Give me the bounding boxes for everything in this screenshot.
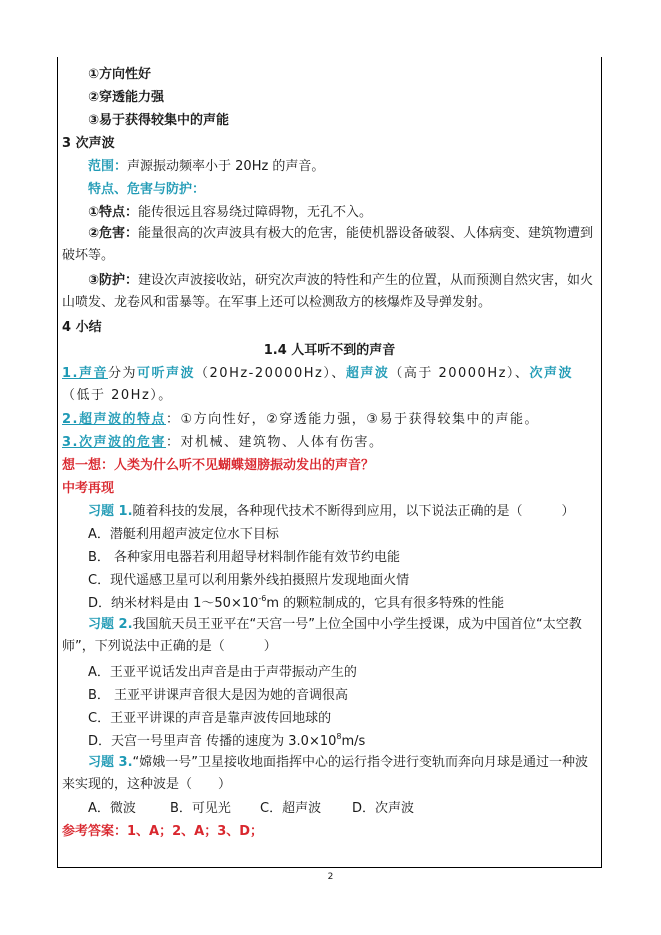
question-2-option-b: B． 王亚平讲课声音很大是因为她的音调很高 bbox=[88, 688, 349, 703]
summary-title: 1.4 人耳听不到的声音 bbox=[263, 343, 396, 358]
question-1-label: 习题 1. bbox=[88, 504, 133, 519]
question-2-option-a: A．王亚平说话发出声音是由于声带振动产生的 bbox=[88, 665, 357, 680]
question-2 bbox=[62, 614, 600, 658]
summary-point-1 bbox=[62, 363, 600, 407]
harm-label: ②危害： bbox=[88, 226, 139, 241]
ultrasound-term: 超声波 bbox=[345, 366, 390, 381]
question-1-option-c: C．现代遥感卫星可以利用紫外线拍摄照片发现地面火情 bbox=[88, 573, 410, 588]
point-1-text-b: （20Hz-20000Hz）、 bbox=[195, 366, 346, 381]
audible-wave-term: 可听声波 bbox=[137, 366, 196, 381]
ultrasound-feature-2: ②穿透能力强 bbox=[88, 90, 165, 105]
point-1-text-c: （高于 20000Hz）、 bbox=[389, 366, 530, 381]
question-1-text: 随着科技的发展，各种现代技术不断得到应用，以下说法正确的是（ ） bbox=[132, 504, 575, 519]
question-3-label: 习题 3. bbox=[88, 755, 133, 770]
infrasound-harm bbox=[62, 223, 600, 267]
question-2-option-d bbox=[88, 733, 365, 751]
question-2-text: 我国航天员王亚平在“天宫一号”上位全国中小学生授课，成为中国首位“太空教师”，下列说法中正确的是（ ） bbox=[62, 617, 582, 654]
infrasound-protection bbox=[62, 270, 600, 314]
protection-label: ③防护： bbox=[88, 273, 139, 288]
exam-heading: 中考再现 bbox=[62, 481, 115, 496]
question-1 bbox=[88, 503, 575, 521]
summary-point-2 bbox=[62, 411, 539, 429]
infrasound-term: 次声波 bbox=[529, 366, 573, 381]
question-1-option-b: B． 各种家用电器若利用超导材料制作能有效节约电能 bbox=[88, 550, 401, 565]
section-heading-summary: 4 小结 bbox=[62, 320, 102, 335]
option-d-suffix: m/s bbox=[341, 734, 366, 749]
infrasound-feature bbox=[88, 204, 372, 222]
features-label: 特点、危害与防护： bbox=[88, 182, 206, 197]
harm-text: 能量很高的次声波具有极大的危害，能使机器设备破裂、人体病变、建筑物遭到破坏等。 bbox=[62, 226, 594, 263]
range-text: 声源振动频率小于 20Hz 的声音。 bbox=[127, 159, 325, 174]
option-d-suffix: m 的颗粒制成的，它具有很多特殊的性能 bbox=[266, 596, 505, 611]
page-number: 2 bbox=[327, 872, 334, 882]
question-3-option-d: D．次声波 bbox=[352, 801, 415, 816]
point-3-heading: 3.次声波的危害 bbox=[62, 435, 166, 450]
point-2-text: ：①方向性好，②穿透能力强，③易于获得较集中的声能。 bbox=[165, 412, 539, 427]
section-heading-infrasound: 3 次声波 bbox=[62, 136, 115, 151]
option-d-prefix: D．纳米材料是由 1～50×10 bbox=[88, 596, 259, 611]
point-2-heading: 2.超声波的特点 bbox=[62, 412, 166, 427]
think-question: 想一想：人类为什么听不见蝴蝶翅膀振动发出的声音？ bbox=[62, 458, 375, 473]
question-3-option-c: C．超声波 bbox=[260, 801, 322, 816]
question-3-text: “嫦娥一号”卫星接收地面指挥中心的运行指令进行变轨而奔向月球是通过一种波来实现的，这种波是（ ） bbox=[62, 755, 588, 792]
option-d-prefix: D．天宫一号里声音 传播的速度为 3.0×10 bbox=[88, 734, 337, 749]
option-d-exponent: -6 bbox=[258, 593, 267, 603]
feature-label: ①特点： bbox=[88, 205, 139, 220]
point-1-text-a: 分为 bbox=[108, 366, 138, 381]
ultrasound-feature-1: ①方向性好 bbox=[88, 67, 152, 82]
summary-point-3 bbox=[62, 434, 384, 452]
ultrasound-feature-3: ③易于获得较集中的声能 bbox=[88, 113, 230, 128]
point-1-text-d: （低于 20Hz）。 bbox=[62, 388, 173, 403]
question-3-option-b: B．可见光 bbox=[170, 801, 231, 816]
point-1-number: 1. bbox=[62, 366, 79, 381]
infrasound-range bbox=[88, 158, 324, 176]
point-3-text: ：对机械、建筑物、人体有伤害。 bbox=[165, 435, 384, 450]
question-3 bbox=[62, 752, 600, 796]
range-label: 范围： bbox=[88, 159, 128, 174]
question-2-option-c: C．王亚平讲课的声音是靠声波传回地球的 bbox=[88, 711, 332, 726]
point-1-term: 声音 bbox=[78, 366, 108, 381]
question-1-option-d bbox=[88, 595, 504, 613]
question-2-label: 习题 2. bbox=[88, 617, 133, 632]
feature-text: 能传很远且容易绕过障碍物，无孔不入。 bbox=[138, 205, 373, 220]
answer-key: 参考答案：1、A；2、A；3、D； bbox=[62, 824, 264, 839]
option-d-exponent: 8 bbox=[336, 731, 342, 741]
question-3-option-a: A．微波 bbox=[88, 801, 136, 816]
protection-text: 建设次声波接收站，研究次声波的特性和产生的位置，从而预测自然灾害，如火山喷发、龙卷风和雷暴等。在军事上还可以检测敌方的核爆炸及导弹发射。 bbox=[62, 273, 594, 310]
question-1-option-a: A．潜艇利用超声波定位水下目标 bbox=[88, 527, 279, 542]
